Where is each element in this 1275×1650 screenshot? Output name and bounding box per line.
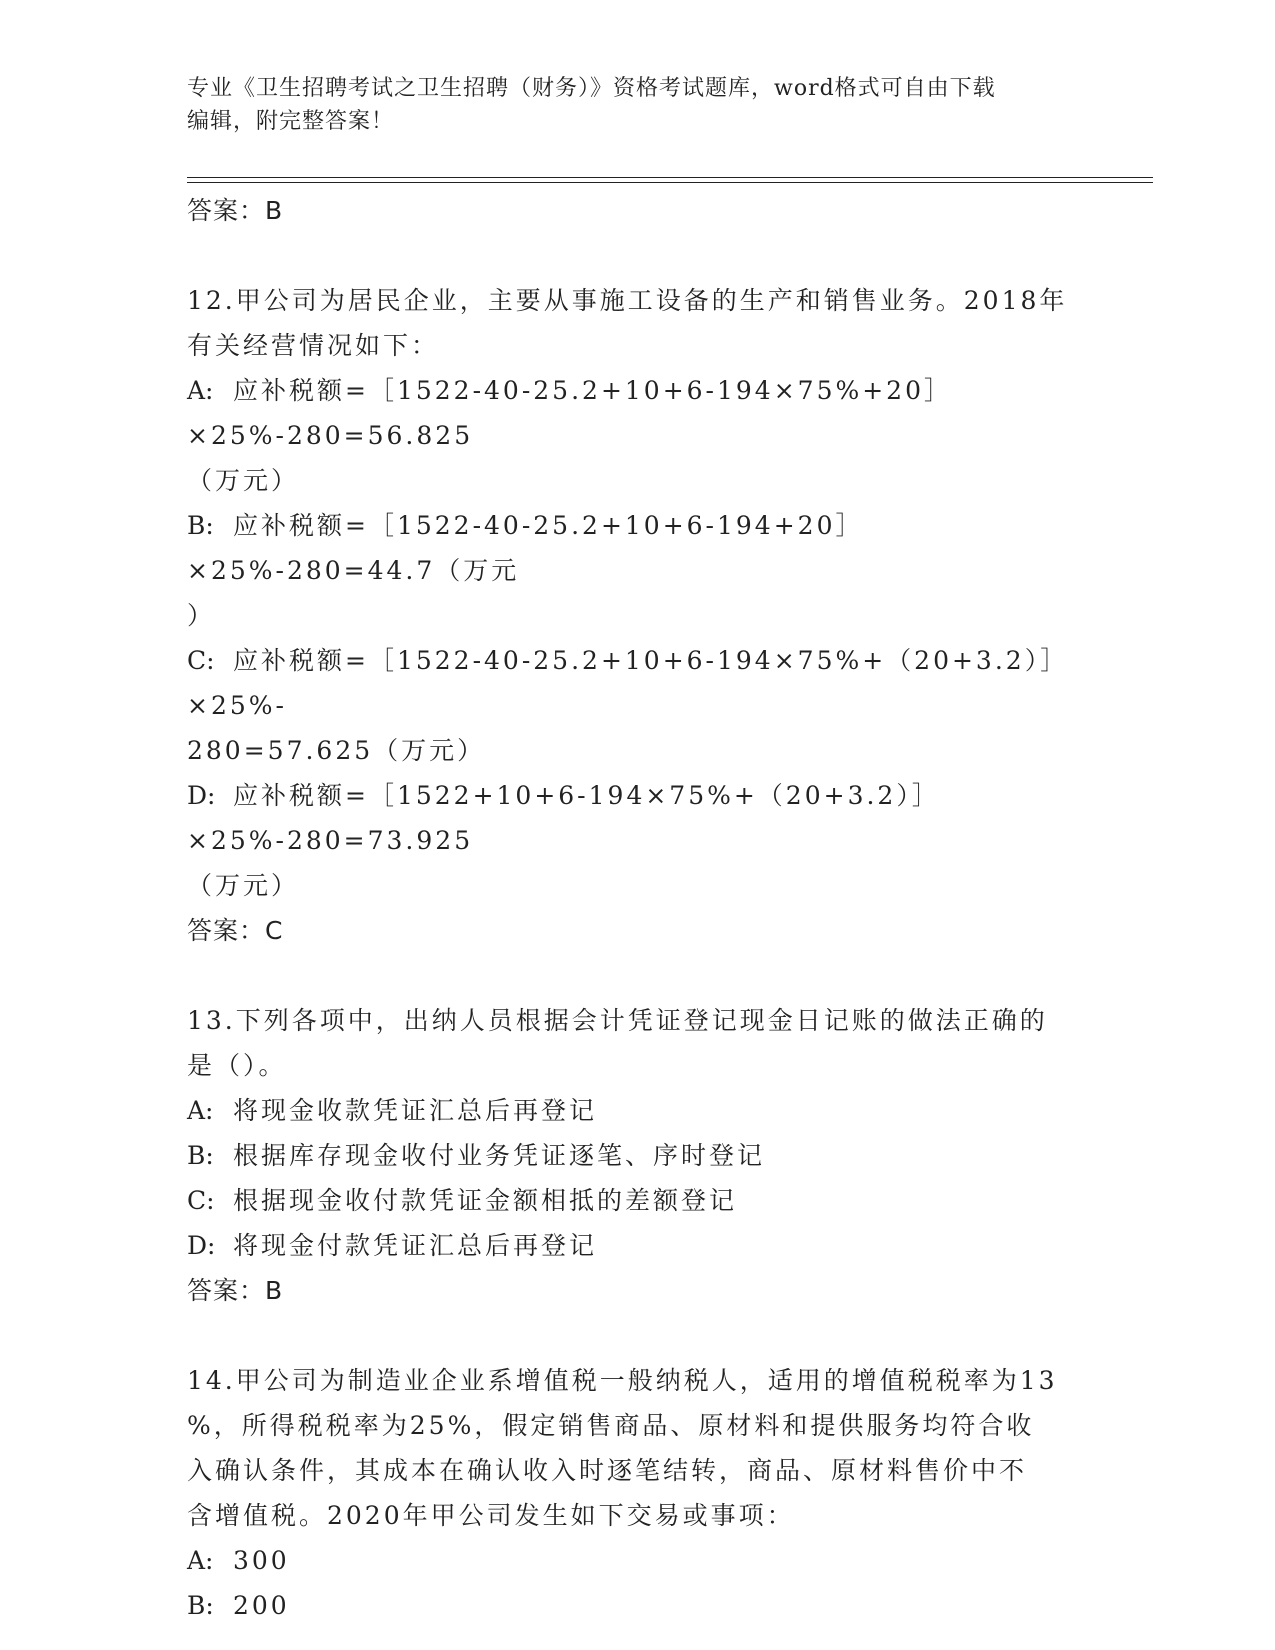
question-stem-line: 入确认条件，其成本在确认收入时逐笔结转，商品、原材料售价中不 — [187, 1456, 1028, 1485]
answer: 答案：C — [187, 916, 284, 945]
option-a — [187, 1538, 1087, 1583]
option-c-cont: 280=57.625（万元） — [187, 736, 486, 765]
option-a-cont: （万元） — [187, 466, 300, 495]
header-line-1: 专业《卫生招聘考试之卫生招聘（财务）》资格考试题库，word格式可自由下载 — [187, 76, 996, 101]
answer: 答案：B — [187, 1276, 284, 1305]
option-text: 根据库存现金收付业务凭证逐笔、序时登记 — [233, 1141, 766, 1170]
question-stem-line: 13.下列各项中，出纳人员根据会计凭证登记现金日记账的做法正确的 — [187, 1006, 1048, 1035]
option-label: C: — [187, 1186, 215, 1215]
question-12 — [187, 278, 1087, 953]
option-label: C: — [187, 646, 215, 675]
option-c — [187, 638, 1087, 728]
option-label: D: — [187, 781, 216, 810]
option-label: A: — [187, 376, 214, 405]
option-d — [187, 773, 1087, 863]
option-text: 200 — [233, 1591, 290, 1620]
option-text: 应补税额=［1522-40-25.2+10+6-194×75%+20］×25%-280=56.825 — [187, 376, 952, 450]
option-label: B: — [187, 1591, 214, 1620]
option-label: A: — [187, 1546, 214, 1575]
option-label: B: — [187, 511, 214, 540]
option-text: 应补税额=［1522+10+6-194×75%+（20+3.2）］×25%-280=73.925 — [187, 781, 940, 855]
question-stem-line: 12.甲公司为居民企业，主要从事施工设备的生产和销售业务。2018年 — [187, 286, 1068, 315]
question-stem-line: 有关经营情况如下： — [187, 331, 440, 360]
option-b — [187, 1133, 1087, 1178]
option-label: B: — [187, 1141, 214, 1170]
option-text: 将现金收款凭证汇总后再登记 — [233, 1096, 598, 1125]
header-rule-top — [187, 177, 1153, 178]
header-rule-bottom — [187, 182, 1153, 183]
question-list — [187, 188, 1087, 1628]
document-header — [187, 72, 1067, 138]
question-13 — [187, 998, 1087, 1313]
question-stem-line: 含增值税。2020年甲公司发生如下交易或事项： — [187, 1501, 795, 1530]
option-text: 将现金付款凭证汇总后再登记 — [233, 1231, 598, 1260]
option-text: 300 — [233, 1546, 290, 1575]
header-line-2: 编辑，附完整答案！ — [187, 109, 395, 134]
option-c — [187, 1178, 1087, 1223]
option-a — [187, 1088, 1087, 1133]
option-d — [187, 1223, 1087, 1268]
question-stem-line: 是（）。 — [187, 1051, 287, 1080]
option-b — [187, 503, 1087, 593]
previous-answer: 答案：B — [187, 196, 284, 225]
option-text: 应补税额=［1522-40-25.2+10+6-194×75%+（20+3.2）］×25%- — [187, 646, 1069, 720]
option-label: A: — [187, 1096, 214, 1125]
option-label: D: — [187, 1231, 216, 1260]
question-stem-line: %，所得税税率为25%，假定销售商品、原材料和提供服务均符合收 — [187, 1411, 1035, 1440]
option-text: 应补税额=［1522-40-25.2+10+6-194+20］×25%-280=44.7（万元 — [187, 511, 864, 585]
option-b — [187, 1583, 1087, 1628]
option-d-cont: （万元） — [187, 871, 300, 900]
option-a — [187, 368, 1087, 458]
question-14 — [187, 1358, 1087, 1628]
option-b-cont: ） — [187, 601, 216, 630]
question-stem-line: 14.甲公司为制造业企业系增值税一般纳税人，适用的增值税税率为13 — [187, 1366, 1058, 1395]
option-text: 根据现金收付款凭证金额相抵的差额登记 — [233, 1186, 738, 1215]
